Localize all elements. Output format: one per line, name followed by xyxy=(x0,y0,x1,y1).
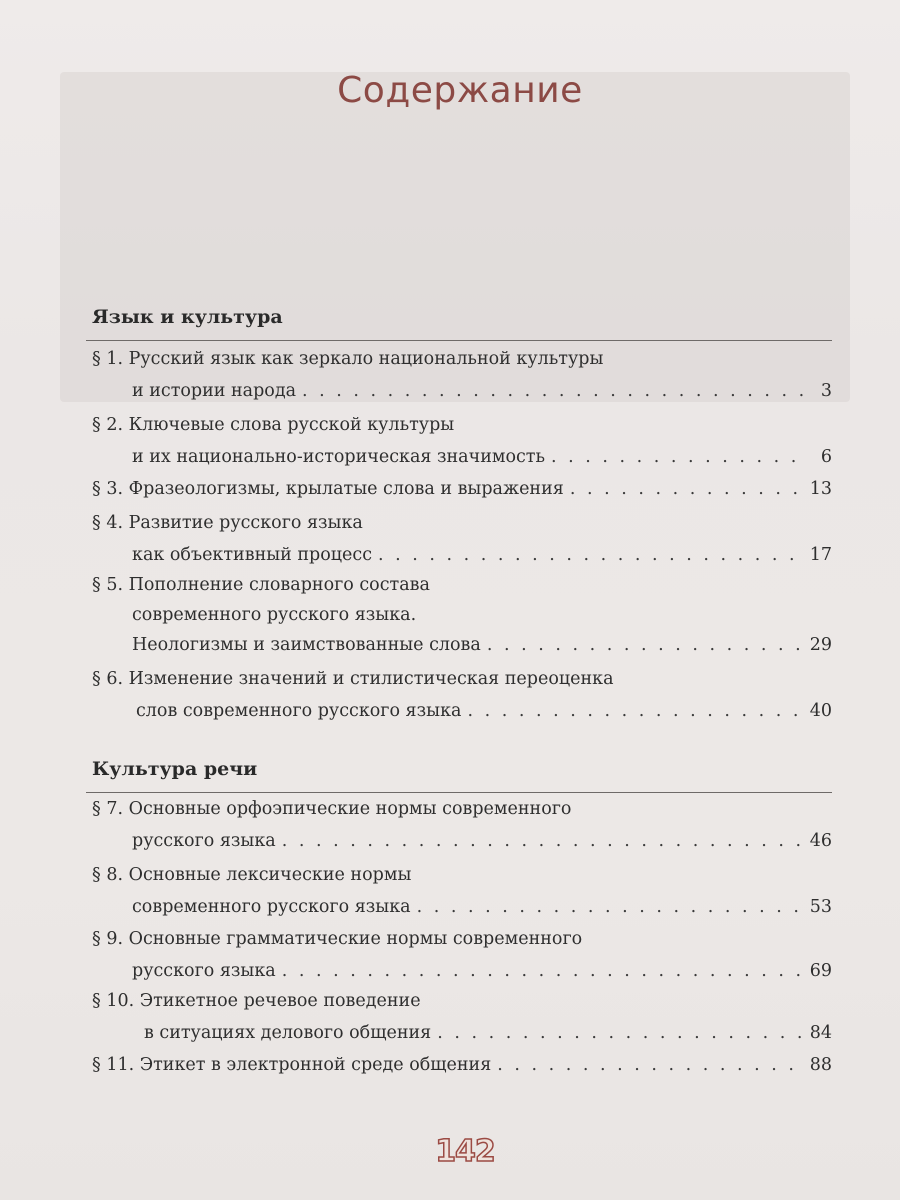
entry-page: 40 xyxy=(809,701,832,721)
toc-entry-4 xyxy=(92,508,832,538)
toc-entry-2-cont xyxy=(92,442,832,472)
entry-page: 6 xyxy=(820,447,832,467)
entry-page: 29 xyxy=(809,635,832,655)
toc-entry-8-cont xyxy=(92,892,832,922)
entry-page: 69 xyxy=(809,961,832,981)
entry-page: 17 xyxy=(809,545,832,565)
toc-entry-8 xyxy=(92,860,832,890)
entry-number: § 7. xyxy=(92,799,124,819)
page-title: Содержание xyxy=(337,70,583,111)
leader-dots xyxy=(282,826,804,856)
toc-entry-7 xyxy=(92,794,832,824)
section-heading: Культура речи xyxy=(92,758,258,780)
section-rule xyxy=(86,340,832,341)
entry-title: как объективный процесс xyxy=(132,545,373,565)
entry-title: русского языка xyxy=(132,831,276,851)
toc-entry-7-cont xyxy=(92,826,832,856)
entry-number: § 5. xyxy=(92,575,124,595)
toc-entry-9-cont xyxy=(92,956,832,986)
toc-entry-1-cont xyxy=(92,376,832,406)
entry-title: и их национально-историческая значимость xyxy=(132,447,546,467)
entry-number: § 6. xyxy=(92,669,124,689)
entry-title: Ключевые слова русской культуры xyxy=(128,415,455,435)
entry-number: § 10. xyxy=(92,991,135,1011)
entry-title: Основные грамматические нормы современного xyxy=(128,929,583,949)
toc-entry-5-cont2 xyxy=(92,630,832,660)
toc-entry-1 xyxy=(92,344,832,374)
entry-title: Фразеологизмы, крылатые слова и выражения xyxy=(128,479,564,499)
leader-dots xyxy=(378,540,804,570)
entry-title: современного русского языка xyxy=(132,897,411,917)
section-rule xyxy=(86,792,832,793)
entry-page: 53 xyxy=(809,897,832,917)
toc-entry-4-cont xyxy=(92,540,832,570)
toc-entry-10 xyxy=(92,986,832,1016)
toc-entry-5-cont xyxy=(92,600,832,630)
entry-title: Этикетное речевое поведение xyxy=(139,991,421,1011)
toc-entry-11 xyxy=(92,1050,832,1080)
entry-page: 88 xyxy=(809,1055,832,1075)
entry-title: Пополнение словарного состава xyxy=(128,575,430,595)
entry-title: русского языка xyxy=(132,961,276,981)
leader-dots xyxy=(487,630,804,660)
entry-page: 84 xyxy=(809,1023,832,1043)
entry-number: § 2. xyxy=(92,415,124,435)
page-number: 142 xyxy=(435,1134,495,1169)
entry-title: современного русского языка. xyxy=(132,605,417,625)
toc-entry-5 xyxy=(92,570,832,600)
entry-title: Основные орфоэпические нормы современного xyxy=(128,799,572,819)
entry-title: Основные лексические нормы xyxy=(128,865,412,885)
entry-page: 3 xyxy=(820,381,832,401)
entry-title: Изменение значений и стилистическая переоценка xyxy=(128,669,614,689)
leader-dots xyxy=(417,892,804,922)
entry-page: 13 xyxy=(809,479,832,499)
entry-number: § 1. xyxy=(92,349,124,369)
leader-dots xyxy=(570,474,804,504)
entry-title: и истории народа xyxy=(132,381,297,401)
entry-number: § 8. xyxy=(92,865,124,885)
entry-number: § 3. xyxy=(92,479,124,499)
toc-entry-6-cont xyxy=(92,696,832,726)
entry-page: 46 xyxy=(809,831,832,851)
toc-entry-10-cont xyxy=(92,1018,832,1048)
toc-entry-9 xyxy=(92,924,832,954)
entry-title: слов современного русского языка xyxy=(136,701,462,721)
leader-dots xyxy=(282,956,804,986)
entry-title: Неологизмы и заимствованные слова xyxy=(132,635,481,655)
leader-dots xyxy=(467,696,803,726)
entry-number: § 4. xyxy=(92,513,124,533)
entry-title: в ситуациях делового общения xyxy=(144,1023,432,1043)
entry-title: Этикет в электронной среде общения xyxy=(139,1055,492,1075)
toc-entry-6 xyxy=(92,664,832,694)
entry-title: Развитие русского языка xyxy=(128,513,363,533)
toc-entry-3 xyxy=(92,474,832,504)
leader-dots xyxy=(437,1018,804,1048)
toc-entry-2 xyxy=(92,410,832,440)
leader-dots xyxy=(497,1050,803,1080)
entry-number: § 9. xyxy=(92,929,124,949)
leader-dots xyxy=(551,442,804,472)
entry-number: § 11. xyxy=(92,1055,135,1075)
section-heading: Язык и культура xyxy=(92,306,283,328)
entry-title: Русский язык как зеркало национальной культуры xyxy=(128,349,604,369)
leader-dots xyxy=(302,376,804,406)
